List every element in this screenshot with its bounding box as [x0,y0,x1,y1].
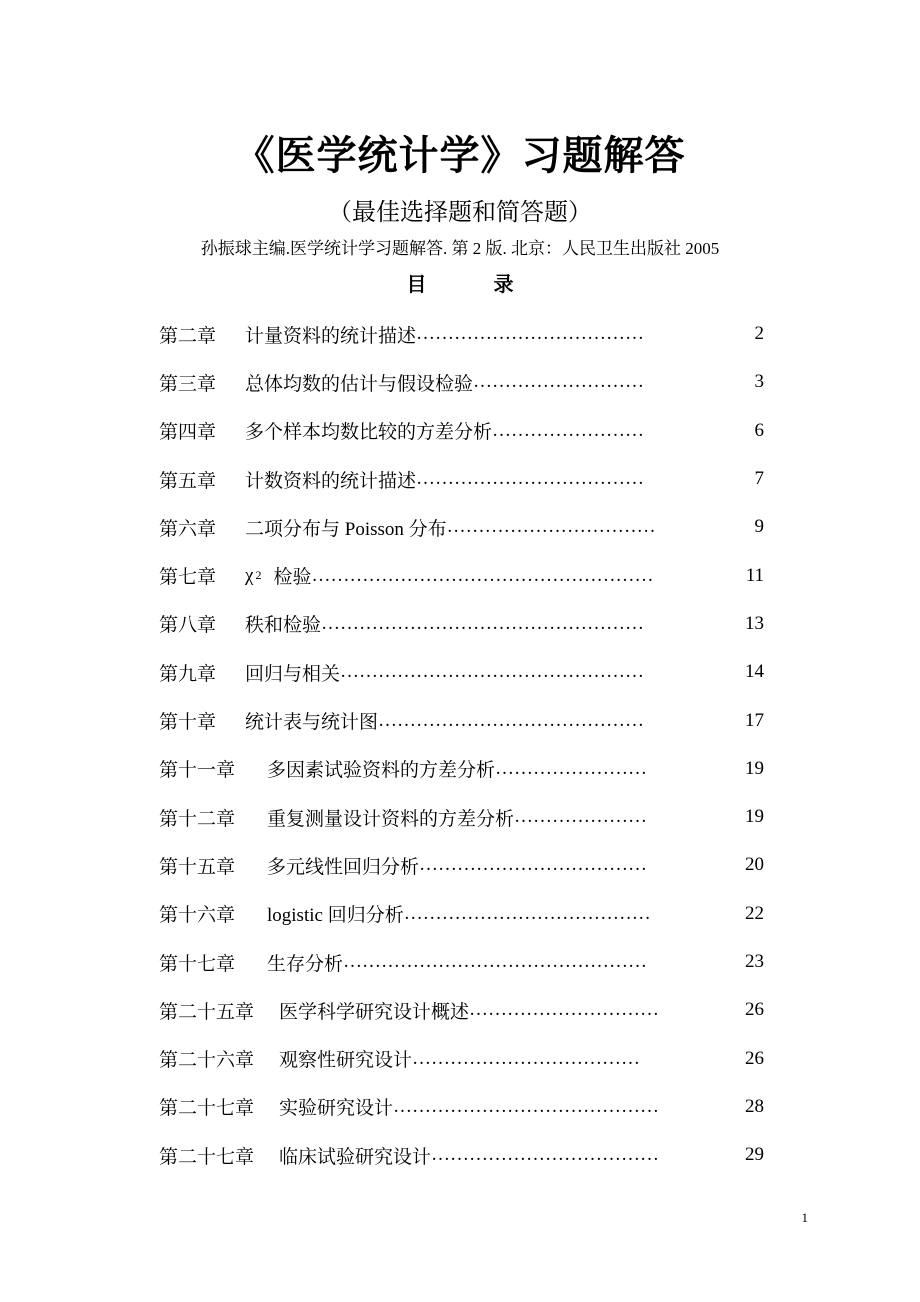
toc-chapter-label: 第二十六章 [159,1050,255,1072]
toc-leader-dots: ………………………………………… [343,951,648,972]
toc-leader-dots: ………………… [514,806,648,828]
toc-entry-title: 多元线性回归分析 [267,856,420,878]
table-of-contents [159,310,764,1179]
toc-leader-dots: ……………………………… [416,323,645,345]
toc-entry-title: 临床试验研究设计 [279,1146,432,1168]
toc-page-number: 22 [745,902,764,924]
toc-entry[interactable] [159,310,764,358]
toc-chapter-label: 第二十七章 [159,1098,255,1120]
toc-leader-dots: …………………… [495,757,648,779]
toc-entry-title: 多因素试验资料的方差分析 [267,760,496,782]
toc-entry-title: χ [245,564,254,586]
toc-page-number: 26 [745,999,764,1021]
toc-chapter-label: 第五章 [159,470,217,492]
page-number: 1 [801,1210,808,1225]
toc-leader-dots: …………………………………… [378,709,645,731]
toc-chapter-label: 第十七章 [159,953,236,975]
toc-leader-dots: ……………………………… [419,854,648,876]
toc-page-number: 19 [745,806,764,828]
toc-chapter-label: 第八章 [159,615,217,637]
toc-entry-title: 计数资料的统计描述 [245,470,417,492]
toc-leader-dots: ……………………… [473,371,645,393]
toc-leader-dots: ……………………………… [412,1047,641,1069]
toc-entry[interactable] [159,648,764,696]
toc-entry-title: 观察性研究设计 [279,1050,413,1072]
toc-page-number: 9 [754,516,764,538]
toc-entry-title: 生存分析 [267,953,344,975]
toc-chapter-label: 第十章 [159,712,217,734]
toc-page-number: 11 [745,564,764,586]
toc-leader-dots: ……………………………………………… [311,564,654,586]
toc-chapter-label: 第七章 [159,567,217,589]
toc-page-number: 2 [754,323,764,345]
toc-leader-dots: …………………… [492,419,645,441]
toc-entry-title: 回归与相关 [245,663,341,685]
toc-entry[interactable] [159,890,764,938]
toc-entry[interactable] [159,745,764,793]
toc-entry-title: 统计表与统计图 [245,712,379,734]
toc-chapter-label: 第十六章 [159,905,236,927]
toc-entry[interactable] [159,407,764,455]
document-title: 《医学统计学》习题解答 [234,132,686,179]
toc-entry-title: 多个样本均数比较的方差分析 [245,422,493,444]
toc-heading: 目 录 [406,272,514,296]
toc-chapter-label: 第二十七章 [159,1146,255,1168]
toc-entry-title: 计量资料的统计描述 [245,325,417,347]
toc-chapter-label: 第三章 [159,373,217,395]
toc-entry[interactable] [159,938,764,986]
toc-page-number: 17 [745,709,764,731]
toc-page-number: 20 [745,854,764,876]
toc-chapter-label: 第二章 [159,325,217,347]
toc-leader-dots: …………………………………… [393,1095,660,1117]
toc-entry[interactable] [159,503,764,551]
source-citation: 孙振球主编.医学统计学习题解答. 第 2 版. 北京：人民卫生出版社 2005 [200,239,720,258]
toc-entry-title: 实验研究设计 [279,1098,394,1120]
toc-entry-title: 医学科学研究设计概述 [279,1001,470,1023]
toc-entry[interactable] [159,358,764,406]
toc-chapter-label: 第四章 [159,422,217,444]
toc-page-number: 29 [745,1144,764,1166]
toc-entry[interactable] [159,551,764,599]
toc-chapter-label: 第十五章 [159,856,236,878]
toc-leader-dots: ……………………………… [416,468,645,490]
toc-entry[interactable] [159,1034,764,1082]
toc-entry[interactable] [159,600,764,648]
toc-page-number: 19 [745,757,764,779]
toc-page-number: 7 [754,468,764,490]
toc-entry-title: logistic 回归分析 [267,905,404,927]
toc-entry[interactable] [159,841,764,889]
toc-entry-title: 二项分布与 Poisson 分布 [245,518,447,540]
toc-entry-title-suffix: 检验 [273,567,312,589]
toc-chapter-label: 第十一章 [159,760,236,782]
toc-leader-dots: ………………………………… [403,902,651,924]
superscript: 2 [255,568,262,583]
toc-entry[interactable] [159,1083,764,1131]
toc-chapter-label: 第十二章 [159,808,236,830]
document-subtitle: （最佳选择题和简答题） [328,198,592,226]
toc-entry[interactable] [159,696,764,744]
toc-chapter-label: 第六章 [159,518,217,540]
toc-leader-dots: …………………………………………… [321,612,645,634]
toc-entry-title: 秩和检验 [245,615,322,637]
toc-page-number: 14 [745,661,764,683]
toc-leader-dots: ………………………… [469,999,660,1021]
toc-entry-title: 总体均数的估计与假设检验 [245,373,474,395]
toc-entry[interactable] [159,455,764,503]
toc-page-number: 26 [745,1047,764,1069]
toc-entry[interactable] [159,793,764,841]
toc-page-number: 28 [745,1095,764,1117]
toc-page-number: 13 [745,612,764,634]
toc-page-number: 23 [745,951,764,972]
toc-chapter-label: 第二十五章 [159,1001,255,1023]
toc-entry[interactable] [159,986,764,1034]
toc-leader-dots: ………………………………………… [340,661,645,683]
toc-chapter-label: 第九章 [159,663,217,685]
toc-entry[interactable] [159,1131,764,1179]
toc-entry-title: 重复测量设计资料的方差分析 [267,808,515,830]
toc-page-number: 6 [754,419,764,441]
toc-page-number: 3 [754,371,764,393]
toc-leader-dots: …………………………… [446,516,656,538]
toc-leader-dots: ……………………………… [431,1144,660,1166]
